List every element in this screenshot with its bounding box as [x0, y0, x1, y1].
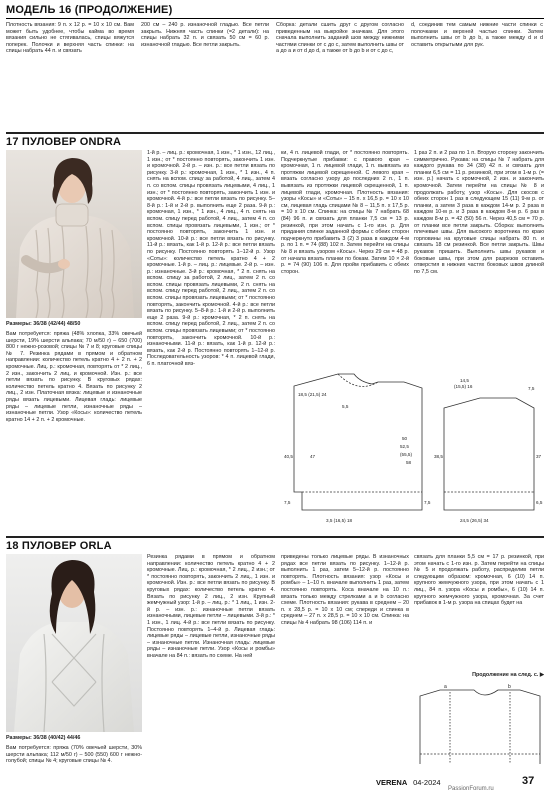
- schematic-17-label-10: 58: [406, 460, 412, 465]
- section-17-title: 17 ПУЛОВЕР ONDRA: [6, 136, 122, 148]
- schematic-17-label-13: 7,5: [424, 500, 431, 505]
- section-16-text-1: Плотность вязания: 9 п. х 12 р. = 10 х 10 см. Вам может быть удобнее, чтобы кайма во время вязания сильно не стягивалась, спицы вяжутся поперек. Полочки и верхняя часть спинки: на спицы набрать 44 п. и связать: [6, 22, 134, 55]
- section-17-col-1: [6, 331, 142, 529]
- section-18-col-4: [414, 554, 544, 672]
- section-16-text-2: 200 см – 240 р. изнаночной гладью. Все петли закрыть. Нижняя часть спинки (=2 детали): на спицы набрать 32 п. и связать 50 см = 60 р. изнаночной гладью. Все петли закрыть.: [141, 22, 269, 48]
- section-18-col-1: [6, 745, 142, 793]
- section-18-text-2: Резинка рядами в прямом и обратном направлении: количество петель кратно 4 + 2 кромочные. Лиц. р.: кромочная, * 2 лиц., 2 изн.; от * постоянно повторять, закончить 2 лиц., 1 изн. и кромочной. Изн. р.: все петли вязать по рисунку. В круговых рядах: количество петель кратно 4. Вязать по рисунку 2 лиц., 2 изн. Крупный жемчужный узор: 1-й р. – лиц. р.: * 1 лиц., 1 изн. 2-й р. – изн. р.: изнаночные петли вязать изнаночными, лицевые петли – лицевыми. 3-й р.: * 1 изн., 1 лиц. 4-й р.: все петли вязать по рисунку. Постоянно повторять 1–4-й р. Лицевая гладь: лицевые ряды – лицевые петли, изнаночные ряды – изнаночные петли. Изнаночная гладь: лицевые ряды – изнаночные петли. Узор «Косы и ромбы» вначале на 84 п.: вязать по схеме. На ней: [147, 554, 275, 659]
- schematic-17-label-16: 3,5 (16,5) 18: [326, 518, 353, 523]
- section-18-text-4: связать для планки 5,5 см = 17 р. резинкой, при этом начать с 1-го изн. р. Затем перейти на спицы № 5 и продолжать работу, распределив петли следующим образом: кромочная, 6 (10) 14 п. крупного жемчужного узора, при этом начать с 1 лиц., 84 п. узора «Косы и ромбы», 6 (10) 14 п. крупного жемчужного узора, кромочная. За счет прибавок в 1-м р. узора на спицах будет на: [414, 554, 544, 607]
- schematic-17-label-0: 14,5: [460, 378, 469, 383]
- section-17-col-3: [281, 150, 409, 370]
- pullover-orla-photo: [6, 554, 142, 732]
- section-17-text-3: ки, 4 п. лицевой глади, от * постоянно повторять. Подчеркнутые прибавки: с правого края – кромочная, 1 п. лицевой глади, 1 п. вывязать из протяжки лицевой скрещенной. С левого края – вязать согласно узору до последних 2 п., 1 п. вывязать из протяжки лицевой скрещенной, 1 п. лицевой глади, кромочная. Плотность вязания: узоры «Косы» и «Соты» – 15 п. х 16,5 р. = 10 х 10 см, лицевая гладь спицами № 8 – 11,5 п. х 17,5 р. = 10 х 10 см. Спинка: на спицы № 7 набрать 68 (84) 96 п. и связать для планки 7,5 см = 13 р. резинкой, при этом начать с 1-го изн. р. Для придания спинке заданной формы с обеих сторон подчеркнуто прибавить 3 (2) 3 раза в каждом 4-м р. по 1 п. = 74 (88) 102 п. Затем перейти на спицы № 8 и вязать узором «Косы». Через 29 см = 48 р. от начала вязать планки по бокам. Затем 10 × 2-й р. = 74 (90) 106 п. Для пройм прибавить с обеих сторон.: [281, 150, 409, 275]
- schematic-18-label-b: b: [508, 684, 511, 690]
- schematic-18-svg: [414, 684, 546, 772]
- section-17-text-4: 1 раз 2 п. и 2 раз по 1 п. Вторую сторону закончить симметрично. Рукава: на спицы № 7 набрать для каждого рукава по 34 (38) 42 п. и связать для планки 6,5 см = 11 р. резинкой, при этом в 1-м р. (= изн. р.) начать с кромочной, 2 изн. и закончить кромочной. Затем перейти на спицы № 8 и продолжать работу, узор «Косы». Для скосов с обеих сторон 1 раз в следующем 15 (11) 9-м р. от планки, а затем 3 раза в каждом 14-м р. 2 раза в каждом 10-м р. и 3 раза в каждом 8-м р. 6 раз в каждом 8-м р. = 42 (50) 56 п. Через 40,5 см = 70 р. от планки все петли закрыть. Сборка: выполнить плечевые швы. Для высокого воротника по краю горловины на круговые спицы набрать 80 п. и связать 18 см резинкой. Все петли закрыть. Швы рукавов пришить. Выполнить швы рукавов и боковые швы, при этом для разрезов оставить отверстия в нижних частях боковых швов длиной по 7,5 см.: [414, 150, 544, 275]
- magazine-name: VERENA: [376, 778, 407, 787]
- page-number: 37: [522, 775, 535, 787]
- model-photo-orla: [6, 554, 142, 732]
- schematic-17-label-17: 7,5: [284, 500, 291, 505]
- magazine-issue: 04-2024: [413, 778, 441, 787]
- pullover-orla-schematic: [414, 684, 546, 772]
- schematic-17-label-3: 18,5 (21,5) 24: [298, 392, 327, 397]
- schematic-17-label-4: 5,5: [342, 404, 349, 409]
- section-18-sizes: Размеры: 36/38 (40/42) 44/46: [6, 735, 81, 741]
- schematic-17-label-1: (15,5) 16: [454, 384, 473, 389]
- section-16-col-1: [6, 22, 134, 104]
- section-18-top-rule: [6, 536, 544, 538]
- section-18-text-1: Вам потребуется: пряжа (70% овечьей шерсти, 30% шерсти альпака; 112 м/50 г) – 500 (550) 600 г нежно-голубой; спицы № 4; круговые спицы № 4.: [6, 745, 142, 765]
- schematic-18-label-a: a: [444, 684, 447, 690]
- magazine-footer: [376, 778, 441, 787]
- section-18-col-3: [281, 554, 409, 794]
- schematic-17-label-2: 7,5: [528, 386, 535, 391]
- schematic-17-label-5: 40,5: [284, 454, 293, 459]
- section-16-col-3: [276, 22, 404, 104]
- schematic-17-label-8: 52,5: [400, 444, 409, 449]
- section-17-text-1: Вам потребуется: пряжа (48% хлопка, 33% овечьей шерсти, 19% шерсти альпака; 70 м/50 г) – 650 (700) 800 г нежно-розовой; спицы № 7 и 8; круговые спицы № 7. Резинка рядами в прямом и обратном направлении: количество петель кратно 4 + 2 п. + 2 кромочные. Лиц. р.: кромочная, повторять от * 2 лиц., 2 изн., закончить 2 лиц. и кромочной. Изн. р.: все петли вязать по рисунку. В круговых рядах: количество петель кратно 4. Вязать по рисунку 2 лиц., 2 изн. Платочная вязка: лицевые и изнаночные ряды вязать лицевыми. Лицевая гладь: лицевые ряды – лицевые петли, изнаночные ряды – изнаночные петли. Узор «Косы»: количество петель кратно 14 + 2 п. + 2 кромочные.: [6, 331, 142, 423]
- model-photo-ondra: [6, 150, 142, 318]
- section-16-text-4: d, соединив тем самым нижние части спинки с полочками и верхней частью спинки. Затем выполнить швы от b до b, а также между d и d оставить открытыми для рук.: [411, 22, 543, 48]
- schematic-17-label-15: 6,5: [536, 500, 543, 505]
- schematic-17-label-7: 50: [402, 436, 408, 441]
- schematic-17-label-12: 37: [536, 454, 542, 459]
- section-16-rule: [6, 18, 544, 19]
- section-16-col-2: [141, 22, 269, 104]
- section-18-text-3: приведены только лицевые ряды. В изнаночных рядах все петли вязать по рисунку. 1–12-й р. выполнить 1 раз, затем 5–12-й р. постоянно повторять. Плотность вязания: узор «Косы и ромбы» – 1–10 п. вначале выполнить 1 раз, затем постоянно повторять. Коса вначале на 10 п.: вязать только между стрелками а и b согласно схеме. Плотность вязания: рукава в среднем – 20 п. х 28,5 р. = 10 х 10 см; спереди и спинка в среднем – 27 п. х 28,5 р. = 10 х 10 см. Спинка: на спицы № 4 набрать 98 (106) 114 п. и: [281, 554, 409, 626]
- section-17-col-2: [147, 150, 275, 530]
- section-16-title: МОДЕЛЬ 16 (ПРОДОЛЖЕНИЕ): [6, 4, 173, 16]
- section-18-continuation: Продолжение на след. с. ▶: [472, 672, 544, 678]
- section-16-text-3: Сборка: детали сшить друг с другом согласно приведенным на выкройке значкам. Для этого сначала выполнить заданий шов между нижними частями спинки от c до c, затем выполнить швы от a до a и от d до d, а также от b до b и от c до c,: [276, 22, 404, 55]
- watermark: PassionForum.ru: [448, 786, 494, 792]
- schematic-17-label-6: 47: [310, 454, 316, 459]
- schematic-17-label-14: 24,5 (26,5) 34: [460, 518, 489, 523]
- section-17-sizes: Размеры: 36/38 (42/44) 48/50: [6, 321, 81, 327]
- schematic-17-label-11: 38,5: [434, 454, 443, 459]
- schematic-17-label-9: (55,5): [400, 452, 413, 457]
- section-17-col-4: [414, 150, 544, 362]
- pullover-ondra-photo: [6, 150, 142, 318]
- pullover-ondra-schematic: [284, 368, 546, 532]
- section-16-col-4: [411, 22, 543, 104]
- section-18-col-2: [147, 554, 275, 794]
- section-18-title: 18 ПУЛОВЕР ORLA: [6, 540, 112, 552]
- section-17-text-2: 1-й р. – лиц. р.: кромочная, 1 изн., * 1 изн., 12 лиц., 1 изн.; от * постоянно повторять, закончить 1 изн. и кромочной. 2-й р. – изн. р.: все петли вязать по рисунку. 3-й р.: кромочная, 1 изн., * 1 изн., 4 п. снять на вспом. спицу за работой, 4 лиц., затем 4 п. со вспом. спицы провязать лицевыми, 4 лиц., 1 изн.; от * постоянно повторять, закончить 1 изн. и кромочной. 4-й р.: все петли вязать по рисунку. 5–8-й р.: 1-й и 2-й р. выполнить еще 2 раза. 9-й р.: кромочная, 1 изн., * 1 изн., 4 лиц., 4 п. снять на вспом. спицу перед работой, 4 лиц., затем 4 п. со вспом. спицы провязать лицевыми, 1 изн.; от * постоянно повторять, закончить 1 изн. и кромочной. 10-й р.: все петли вязать по рисунку. 11-й р.: вязать, как 1-й р. 12-й р.: все петли вязать по рисунку. Постоянно повторять 1–12-й р. Узор «Соты»: количество петель кратно 4 + 2 кромочные. 1-й р. – лиц. р.: лицевые. 2-й р. – изн. р.: изнаночные. 3-й р.: кромочная, * 2 п. снять на вспом. спицу за работой, 2 лиц., затем 2 п. со вспом. спицы провязать лицевыми, 2 п. снять на вспом. спицу перед работой, 2 лиц., затем 2 п. со вспом. спицы провязать лицевыми; от * постоянно повторять, закончить кромочной. 4-й р.: все петли вязать по рисунку. 5–8-й р.: 1-й и 2-й р. выполнить еще 2 раза. 9-й р.: кромочная, * 2 п. снять на вспом. спицу перед работой, 2 лиц., затем 2 п. со вспом. спицы провязать лицевыми; от * постоянно повторять, закончить кромочной. 10-й р.: изнаночными. 11-й р.: вязать, как 1-й р. 12-й р.: вязать, как 2-й р. Постоянно повторять 1–12-й р. Последовательность узоров: * 4 п. лицевой глади, 6 п. платочной вяз-: [147, 150, 275, 367]
- section-17-top-rule: [6, 132, 544, 134]
- schematic-17-svg: [284, 368, 546, 532]
